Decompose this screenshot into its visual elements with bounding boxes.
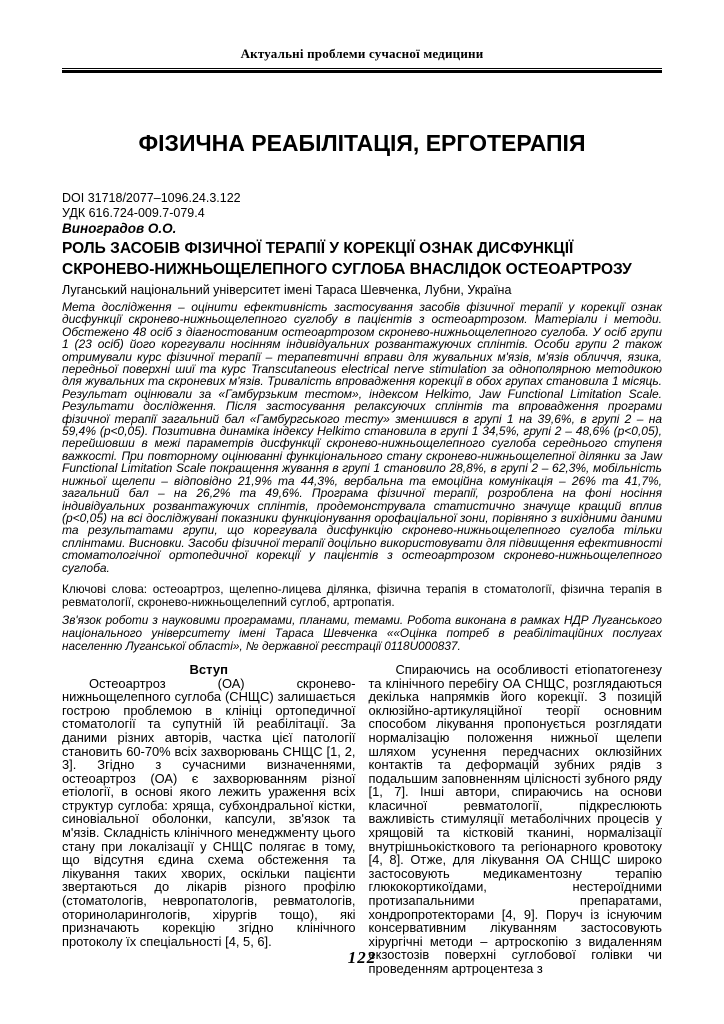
page-content xyxy=(62,0,662,976)
doi-line: DOI 31718/2077–1096.24.3.122 xyxy=(62,191,241,205)
affiliation: Луганський національний університет імені Тараса Шевченка, Лубни, Україна xyxy=(62,283,512,297)
udc-line: УДК 616.724-009.7-079.4 xyxy=(62,205,205,220)
two-column-body xyxy=(62,663,662,976)
intro-paragraph-left: Остеоартроз (ОА) скронево-нижньощелепного суглоба (СНЩС) залишається гострою проблемою в клініці ортопедичної стоматології та супутній їй реабілітації. За даними різних авторів, частка цієї патології становить 60-70% всіх захворювань СНЩС [1, 2, 3]. Згідно з сучасними визначеннями, остеоартроз (ОА) є захворюванням різної етіології, в основі якого лежить ураження всіх структур суглоба: хряща, субхондральної кістки, синовіальної оболонки, капсули, зв'язок та м'язів. Складність клінічного менеджменту цього стану при локалізації у СНЩС полягає в тому, що відсутня єдина схема обстеження та лікування таких хворих, оскільки пацієнти звертаються до лікарів різного профілю (стоматологів, невропатологів, ревматологів, оториноларингологів, хірургів тощо), які призначають корекцію згідно клінічного протоколу їх спеціальності [4, 5, 6]. xyxy=(62,675,356,949)
right-column xyxy=(369,663,663,976)
header-divider xyxy=(62,68,662,74)
page-number: 122 xyxy=(347,948,377,967)
abstract-text: Мета дослідження – оцінити ефективність застосування засобів фізичної терапії у корекції ознак дисфункції скронево-нижньощелепного суглобу в пацієнтів з остеоартрозом. Матеріали і методи. Обстежено 48 осіб з діагностованим остеоартрозом скронево-нижньощелепного суглоба. У осіб групи 1 (23 осіб) його корегували носінням індивідуальних розвантажуючих сплінтів. Особи групи 2 також отримували курс фізичної терапії – терапевтичні вправи для жувальних м'язів, м'язів обличчя, язика, передньої поверхні шиї та курс Transcutaneous electrical nerve stimulation за однополярною методикою для жувальних та скроневих м'язів. Тривалість впровадження корекції в обох групах становила 1 місяць. Результат оцінювали за «Гамбурзьким тестом», індексом Helkimo, Jaw Functional Limitation Scale. Результати дослідження. Після застосування релаксуючих сплінтів та впровадження програми фізичної терапії загальний бал «Гамбургського тесту» зменшився в групі 1 на 39,6%, в групі 2 – на 59,4% (p<0,05). Позитивна динаміка індексу Helkimo становила в групі 1 34,5%, групі 2 – 48,6% (p<0,05), перейшовши в межі параметрів дисфункції скронево-нижньощелепного суглоба середнього ступеня важкості. При повторному оцінюванні функціонального стану скронево-нижньощелепної ділянки за Jaw Functional Limitation Scale покращення жування в групі 1 становило 28,8%, в групі 2 – 62,3%, мобільність нижньої щелепи – відповідно 21,9% та 44,3%, вербальна та емоційна комунікація – 26% та 41,7%, загальний бал – на 26,2% та 49,6%. Програма фізичної терапії, розроблена на фоні носіння індивідуальних розвантажуючих сплінтів, продемонструвала статистично значуще кращий вплив (p<0,05) на всі досліджувані показники функціонування орофаціальної зони, порівняно з вихідними даними та результатами групи, що корегувала дисфункцію скронево-нижньощелепного суглоба тільки сплінтами. Висновки. Засоби фізичної терапії доцільно використовувати для підвищення ефективності стоматологічної ортопедичної корекції у пацієнтів з остеоартрозом скронево-нижньощелепного суглоба. xyxy=(62,300,662,575)
keywords-text: Ключові слова: остеоартроз, щелепно-лицева ділянка, фізична терапія в стоматології, фізична терапія в ревматології, скронево-нижньощелепний суглоб, артропатія. xyxy=(62,581,662,609)
left-column xyxy=(62,663,356,976)
section-title: ФІЗИЧНА РЕАБІЛІТАЦІЯ, ЕРГОТЕРАПІЯ xyxy=(138,130,586,156)
article-title: РОЛЬ ЗАСОБІВ ФІЗИЧНОЇ ТЕРАПІЇ У КОРЕКЦІЇ ОЗНАК ДИСФУНКЦІЇ СКРОНЕВО-НИЖНЬОЩЕЛЕПНОГО СУГЛОБА ВНАСЛІДОК ОСТЕОАРТРОЗУ xyxy=(62,240,632,278)
intro-heading: Вступ xyxy=(189,661,228,677)
intro-paragraph-right: Спираючись на особливості етіопатогенезу та клінічного перебігу ОА СНЩС, розглядаються декілька напрямків його корекції. З позицій оклюзійно-артикуляційної теорії основним способом лікування пропонується розглядати нормалізацію положення нижньої щелепи шляхом усунення передчасних оклюзійних контактів та деформацій зубних рядів з подальшим заповненням цілісності зубного ряду [1, 7]. Інші автори, спираючись на основи класичної ревматології, підкреслюють важливість стимуляції метаболічних процесів у хрящовій та кістковій тканині, нормалізації внутрішньокісткового та регіонарного кровотоку [4, 8]. Отже, для лікування ОА СНЩС широко застосовують медикаментозну терапію глюкокортикоїдами, нестероїдними протизапальними препаратами, хондропротекторами [4, 9]. Поруч із існуючим консервативним лікуванням застосовують хірургічні методи – артроскопію з видаленням екзостозів поверхні суглобової голівки чи проведенням артроцентеза з xyxy=(368,661,662,976)
grant-info-text: Зв'язок роботи з науковими програмами, планами, темами. Робота виконана в рамках НДР Луганського національного університету імені Тараса Шевченка ««Оцінка потреб в реабілітаційних послугах населенню Луганської області», № державної реєстрації 0118U000837. xyxy=(62,612,662,653)
running-head: Актуальні проблеми сучасної медицини xyxy=(240,46,484,61)
article-meta xyxy=(62,191,662,220)
author-name: Виноградов О.О. xyxy=(62,221,177,236)
